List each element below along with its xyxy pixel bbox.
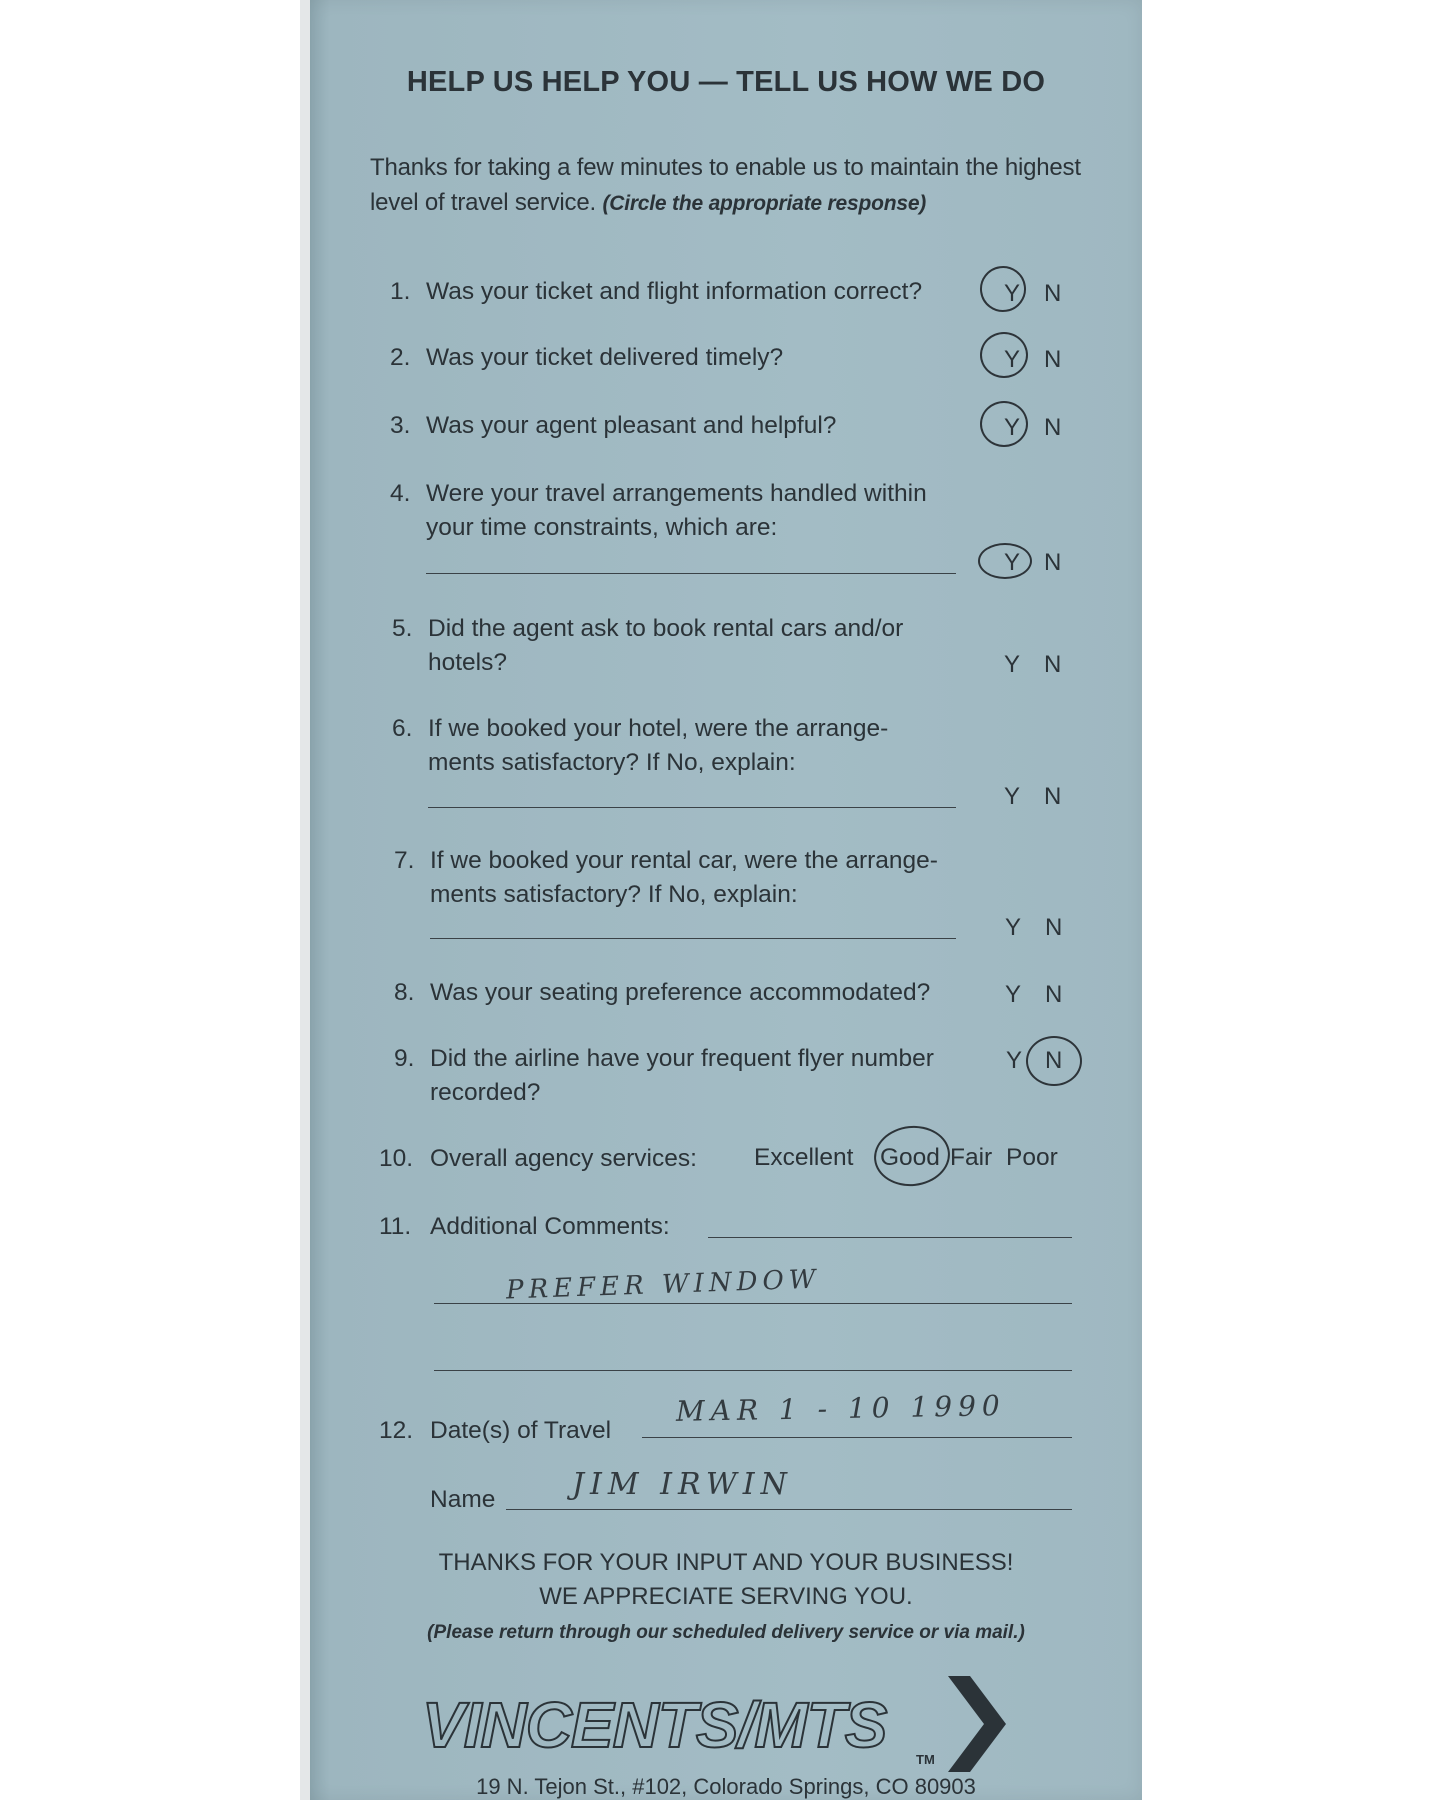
yes-option[interactable]: Y: [1004, 549, 1021, 576]
no-option[interactable]: N: [1044, 280, 1062, 307]
option-excellent[interactable]: Excellent: [754, 1144, 854, 1171]
question-text: Overall agency services:: [430, 1145, 697, 1172]
intro-note: (Circle the appropriate response): [602, 192, 927, 215]
constraints-answer-line[interactable]: [426, 573, 956, 574]
name-handwriting: JIM IRWIN: [572, 1467, 793, 1502]
chevron-logo-icon: [946, 1676, 1006, 1772]
no-option[interactable]: N: [1044, 549, 1062, 576]
question-number: 5.: [392, 615, 413, 642]
answer-circle: [978, 543, 1032, 579]
question-text-continued: recorded?: [430, 1079, 541, 1106]
travel-dates-line[interactable]: [642, 1437, 1072, 1438]
intro-paragraph: [370, 150, 1090, 221]
question-text: Were your travel arrangements handled within: [426, 480, 927, 507]
question-text: Was your seating preference accommodated?: [430, 979, 931, 1006]
answer-circle: [977, 263, 1029, 315]
answer-circle: [980, 401, 1028, 447]
yes-option[interactable]: Y: [1004, 346, 1021, 373]
question-text: Did the agent ask to book rental cars and/or: [428, 615, 904, 642]
yes-option[interactable]: Y: [1004, 783, 1021, 810]
closing-line-1: THANKS FOR YOUR INPUT AND YOUR BUSINESS!: [438, 1549, 1014, 1576]
comments-line-1[interactable]: [708, 1237, 1072, 1238]
company-address: 19 N. Tejon St., #102, Colorado Springs, CO 80903: [476, 1774, 976, 1799]
yes-option[interactable]: Y: [1004, 280, 1021, 307]
question-number: 7.: [394, 847, 415, 874]
question-text: Additional Comments:: [430, 1213, 670, 1240]
question-number: 9.: [394, 1045, 415, 1072]
question-text-continued: ments satisfactory? If No, explain:: [430, 881, 798, 908]
yes-option[interactable]: Y: [1004, 651, 1021, 678]
no-option[interactable]: N: [1044, 651, 1062, 678]
question-text-continued: ments satisfactory? If No, explain:: [428, 749, 796, 776]
question-number: 3.: [390, 412, 411, 439]
name-label: Name: [430, 1486, 496, 1513]
option-poor[interactable]: Poor: [1006, 1144, 1058, 1171]
question-text: Was your ticket and flight information correct?: [426, 278, 923, 305]
question-text-continued: hotels?: [428, 649, 508, 676]
company-logo: VINCENTS/MTS: [422, 1689, 887, 1761]
comments-line-2[interactable]: [434, 1303, 1072, 1304]
yes-option[interactable]: Y: [1004, 414, 1021, 441]
question-number: 10.: [379, 1145, 414, 1172]
travel-dates-handwriting: MAR 1 - 10 1990: [675, 1389, 1007, 1428]
yes-option[interactable]: Y: [1005, 914, 1022, 941]
no-option[interactable]: N: [1045, 981, 1063, 1008]
answer-circle: [980, 332, 1028, 378]
no-option[interactable]: N: [1045, 1047, 1063, 1074]
no-option[interactable]: N: [1044, 346, 1062, 373]
question-number: 6.: [392, 715, 413, 742]
survey-card: [310, 0, 1142, 1800]
option-good[interactable]: Good: [880, 1144, 940, 1171]
answer-circle: [871, 1122, 953, 1190]
question-number: 8.: [394, 979, 415, 1006]
question-text: If we booked your hotel, were the arrange-: [428, 715, 889, 742]
car-explain-line[interactable]: [430, 938, 956, 939]
yes-option[interactable]: Y: [1006, 1047, 1023, 1074]
question-text: Was your agent pleasant and helpful?: [426, 412, 837, 439]
intro-text: Thanks for taking a few minutes to enable us to maintain the highest level of travel service.: [370, 154, 1081, 216]
closing-line-2: WE APPRECIATE SERVING YOU.: [539, 1583, 913, 1610]
option-fair[interactable]: Fair: [950, 1144, 993, 1171]
form-title: HELP US HELP YOU — TELL US HOW WE DO: [406, 66, 1046, 98]
question-text: If we booked your rental car, were the arrange-: [430, 847, 938, 874]
question-text: Was your ticket delivered timely?: [426, 344, 784, 371]
question-number: 4.: [390, 480, 411, 507]
question-number: 2.: [390, 344, 411, 371]
answer-circle: [1026, 1036, 1082, 1086]
comments-line-3[interactable]: [434, 1370, 1072, 1371]
no-option[interactable]: N: [1044, 783, 1062, 810]
card-edge: [300, 0, 310, 1800]
hotel-explain-line[interactable]: [428, 807, 956, 808]
question-text: Date(s) of Travel: [430, 1417, 612, 1444]
name-line[interactable]: [506, 1509, 1072, 1510]
question-number: 11.: [379, 1213, 412, 1240]
question-number: 12.: [379, 1417, 414, 1444]
yes-option[interactable]: Y: [1005, 981, 1022, 1008]
comments-handwriting: PREFER WINDOW: [505, 1264, 821, 1306]
return-instructions: (Please return through our scheduled delivery service or via mail.): [427, 1622, 1025, 1643]
no-option[interactable]: N: [1044, 414, 1062, 441]
trademark-mark: TM: [916, 1752, 935, 1767]
no-option[interactable]: N: [1045, 914, 1063, 941]
question-text: Did the airline have your frequent flyer number: [430, 1045, 934, 1072]
question-text-continued: your time constraints, which are:: [426, 514, 778, 541]
question-number: 1.: [390, 278, 411, 305]
